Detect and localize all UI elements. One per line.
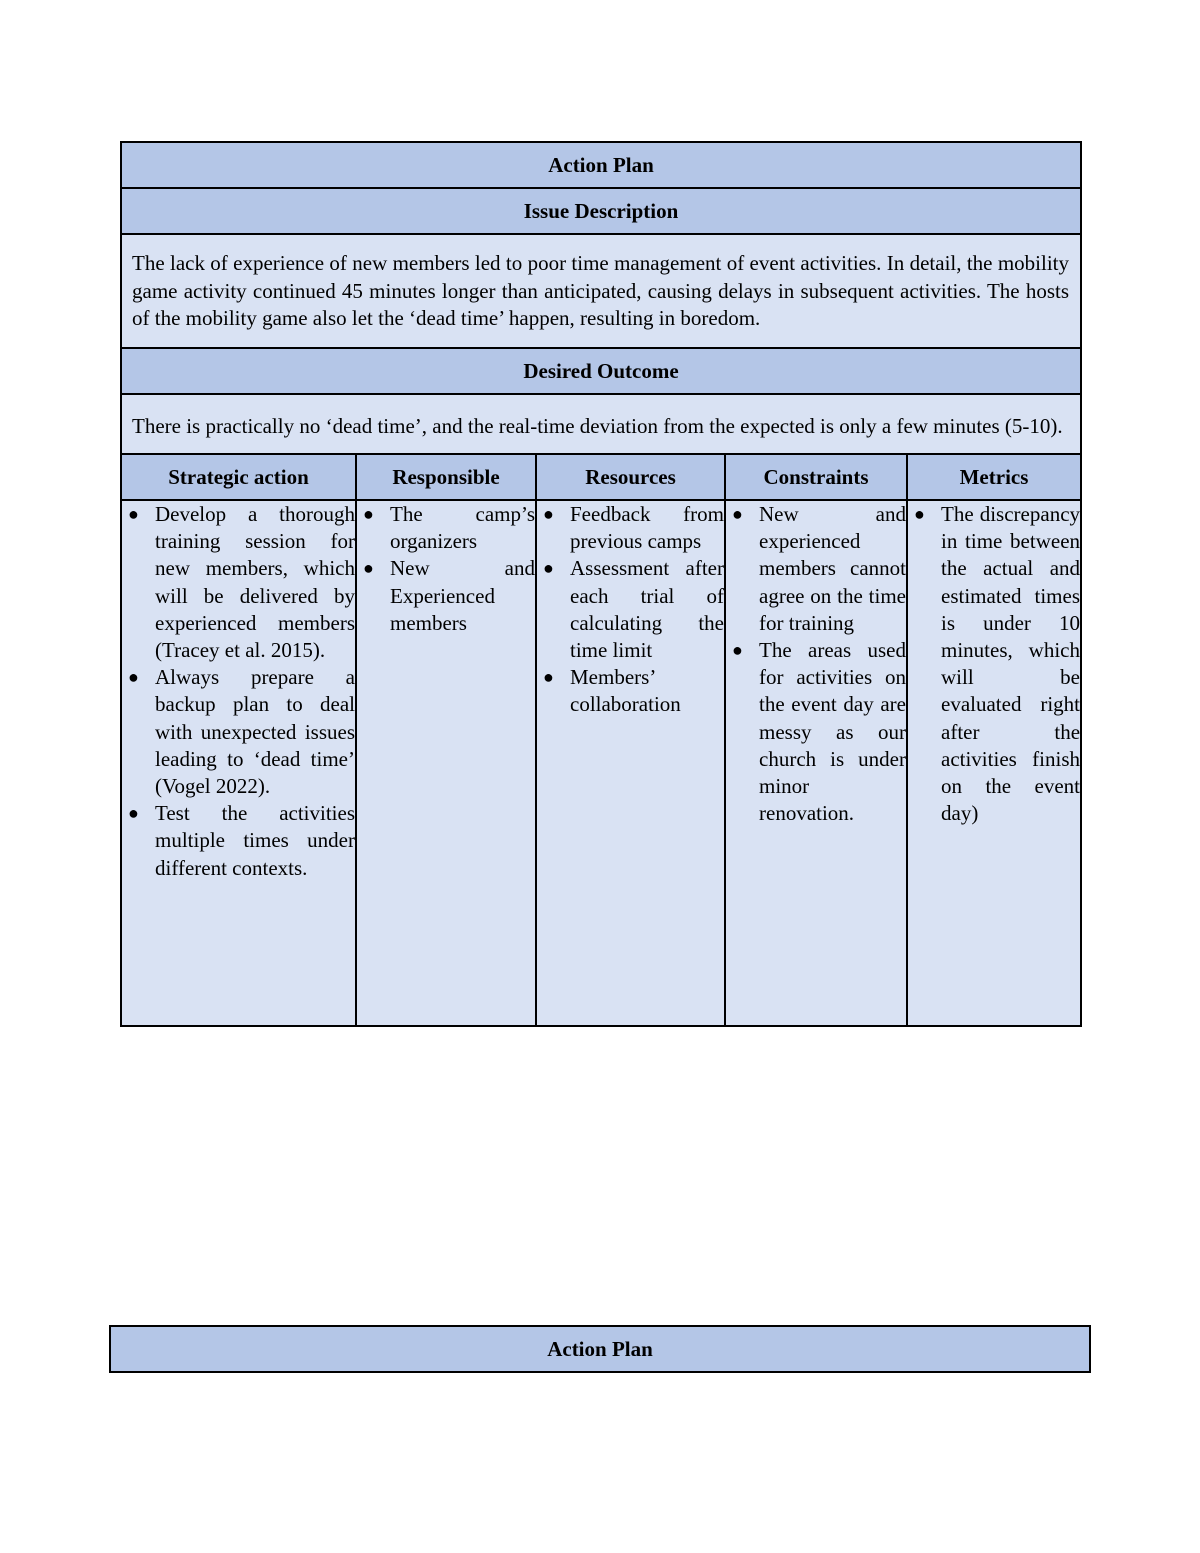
responsible-list	[357, 501, 535, 637]
issue-description-text: The lack of experience of new members led to poor time management of event activities. In detail, the mobility game activity continued 45 minutes longer than anticipated, causing delays in subsequent activities. The hosts of the mobility game also let the ‘dead time’ happen, resulting in boredom.	[132, 251, 1070, 330]
list-item: ● The discrepancy in time between the actual and estimated times is under 10 minutes, which will be evaluated right after the activities finish on the event day)	[914, 502, 1081, 826]
column-header-strategic-action: Strategic action	[121, 454, 356, 500]
constraints-list	[726, 501, 906, 827]
bullet-icon: ●	[363, 504, 374, 524]
column-header-metrics: Metrics	[907, 454, 1081, 500]
action-plan-title: Action Plan	[121, 142, 1081, 188]
list-item: ● New and experienced members cannot agree on the time for training	[732, 502, 906, 635]
list-item: ● Members’ collaboration	[543, 665, 681, 717]
bullet-icon: ●	[128, 803, 139, 824]
list-item: ● Feedback from previous camps	[543, 502, 724, 554]
list-item: ● The camp’s organizers	[363, 502, 535, 554]
desired-outcome-text: There is practically no ‘dead time’, and the real-time deviation from the expected is only a few minutes (5-10).	[132, 413, 1063, 438]
strategic-action-cell	[121, 500, 356, 1026]
metrics-cell	[907, 500, 1081, 1026]
desired-outcome-cell	[121, 394, 1081, 455]
bullet-icon: ●	[543, 558, 554, 579]
issue-description-heading: Issue Description	[121, 188, 1081, 234]
list-item: ● New and Experienced members	[363, 556, 535, 635]
resources-cell	[536, 500, 725, 1026]
list-item: ● Develop a thorough training session for new members, which will be delivered by experienced members (Tracey et al. 2015).	[128, 502, 355, 663]
list-item: ● Always prepare a backup plan to deal with unexpected issues leading to ‘dead time’ (Vogel 2022).	[128, 665, 355, 799]
column-header-resources: Resources	[536, 454, 725, 500]
bullet-icon: ●	[914, 504, 925, 524]
constraints-cell	[725, 500, 907, 1026]
action-plan-table-2	[109, 1325, 1091, 1373]
bullet-icon: ●	[128, 667, 139, 688]
column-header-constraints: Constraints	[725, 454, 907, 500]
bullet-icon: ●	[128, 504, 139, 524]
bullet-icon: ●	[732, 640, 743, 661]
list-item: ● Assessment after each trial of calculating the time limit	[543, 556, 724, 663]
action-plan-title-2: Action Plan	[110, 1326, 1090, 1372]
strategic-action-list	[122, 501, 355, 882]
list-item: ● The areas used for activities on the event day are messy as our church is under minor renovation.	[732, 638, 906, 826]
bullet-icon: ●	[732, 504, 743, 524]
resources-list	[537, 501, 724, 719]
bullet-icon: ●	[543, 667, 554, 688]
issue-description-cell	[121, 234, 1081, 348]
desired-outcome-heading: Desired Outcome	[121, 348, 1081, 394]
action-plan-table	[120, 141, 1082, 1027]
responsible-cell	[356, 500, 536, 1026]
bullet-icon: ●	[363, 558, 374, 579]
metrics-list	[908, 501, 1080, 827]
list-item: ● Test the activities multiple times under different contexts.	[128, 801, 355, 880]
column-header-responsible: Responsible	[356, 454, 536, 500]
bullet-icon: ●	[543, 504, 554, 524]
